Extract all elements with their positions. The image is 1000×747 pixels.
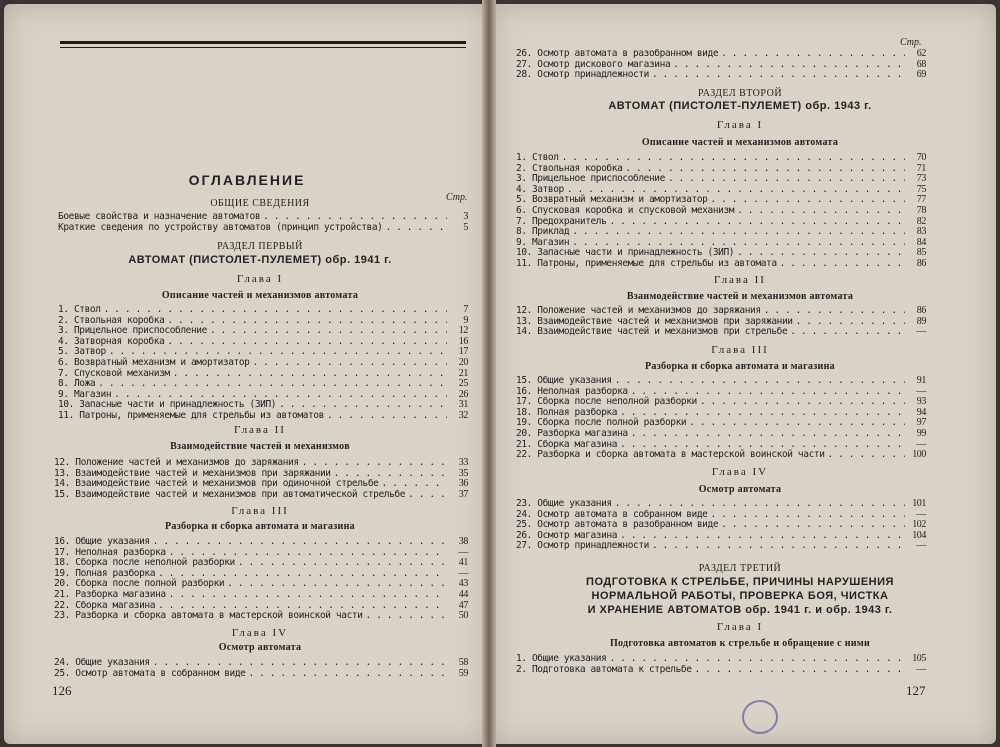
toc-entry-page: 82: [916, 215, 926, 227]
toc-entry: [54, 669, 468, 680]
toc-entry-page: 37: [458, 488, 468, 500]
toc-entry-page: 104: [912, 529, 926, 541]
toc-entry-page: 31: [458, 399, 468, 411]
part2-title: АВТОМАТ (ПИСТОЛЕТ-ПУЛЕМЕТ) обр. 1943 г.: [608, 100, 872, 112]
toc-entry-label: 7. Предохранитель: [516, 215, 607, 227]
leader-dots: [327, 411, 447, 422]
toc-entry-label: 1. Ствол: [58, 304, 101, 315]
p3-ch1-title: Подготовка автоматов к стрельбе и обращение с ними: [609, 638, 871, 649]
right-ch2-list: [516, 306, 926, 338]
toc-entry-label: 14. Взаимодействие частей и механизмов при одиночной стрельбе: [54, 478, 379, 490]
right-top-list: [516, 49, 926, 81]
left-ch2-label: Глава II: [234, 424, 286, 436]
right-ch4-list: [516, 499, 926, 552]
leader-dots: [210, 326, 447, 337]
leader-dots: [104, 305, 447, 316]
toc-entry-label: 11. Патроны, применяемые для стрельбы из автоматов: [58, 409, 324, 421]
page-column-label: Стр.: [446, 192, 468, 203]
leader-dots: [764, 306, 905, 317]
right-ch1-title: Описание частей и механизмов автомата: [641, 137, 839, 148]
leader-dots: [609, 654, 905, 665]
toc-entry: [516, 499, 926, 510]
toc-entry-label: 16. Неполная разборка: [516, 385, 628, 397]
leader-dots: [408, 490, 447, 501]
toc-entry: [54, 537, 468, 548]
leader-dots: [790, 327, 905, 338]
leader-dots: [249, 669, 447, 680]
toc-entry-label: 26. Осмотр магазина: [516, 529, 618, 541]
toc-entry-label: 19. Сборка после полной разборки: [516, 417, 687, 429]
leader-dots: [721, 49, 905, 60]
leader-dots: [562, 153, 905, 164]
toc-entry-label: 3. Прицельное приспособление: [516, 173, 665, 185]
toc-entry-label: 22. Разборка и сборка автомата в мастерской воинской части: [516, 449, 825, 461]
left-ch1-label: Глава I: [236, 273, 284, 285]
toc-entry-label: 4. Затвор: [516, 183, 564, 195]
left-ch1-title: Описание частей и механизмов автомата: [161, 290, 359, 301]
toc-entry: [58, 212, 468, 223]
toc-entry-label: 10. Запасные части и принадлежность (ЗИП): [516, 247, 735, 259]
toc-entry-label: 18. Сборка после неполной разборки: [54, 557, 235, 569]
toc-entry-label: 28. Осмотр принадлежности: [516, 69, 649, 81]
leader-dots: [721, 520, 905, 531]
toc-entry-label: 23. Общие указания: [516, 498, 612, 509]
toc-entry-page: —: [916, 508, 926, 520]
toc-entry-label: 2. Подготовка автомата к стрельбе: [516, 663, 692, 675]
toc-entry-page: 70: [916, 152, 926, 163]
toc-entry: [516, 654, 926, 665]
leader-dots: [253, 358, 447, 369]
leader-dots: [711, 510, 905, 521]
leader-dots: [167, 316, 447, 327]
p3-ch1-list: [516, 654, 926, 675]
toc-entry-label: 16. Общие указания: [54, 536, 150, 547]
toc-entry-page: 99: [916, 427, 926, 439]
toc-entry-label: 1. Общие указания: [516, 653, 607, 664]
toc-entry-label: 20. Сборка после полной разборки: [54, 578, 225, 590]
toc-entry-page: 9: [463, 314, 468, 326]
toc-entry-label: 27. Осмотр дискового магазина: [516, 58, 671, 70]
toc-entry-label: 15. Взаимодействие частей и механизмов при автоматической стрельбе: [54, 488, 406, 500]
part2-label: РАЗДЕЛ ВТОРОЙ: [697, 88, 783, 99]
part3-title-line-3: И ХРАНЕНИЕ АВТОМАТОВ обр. 1941 г. и обр. 1943 г.: [587, 604, 893, 616]
toc-entry-page: 3: [463, 211, 468, 222]
p3-ch1-label: Глава I: [716, 621, 764, 633]
toc-entry-label: 2. Ствольная коробка: [58, 314, 165, 326]
leader-dots: [167, 337, 447, 348]
toc-entry-label: 20. Разборка магазина: [516, 427, 628, 439]
left-page-number: 126: [52, 683, 72, 698]
toc-entry: [58, 369, 468, 380]
left-ch4-label: Глава IV: [231, 627, 289, 639]
part1-title: АВТОМАТ (ПИСТОЛЕТ-ПУЛЕМЕТ) обр. 1941 г.: [128, 254, 392, 266]
toc-entry: [516, 376, 926, 387]
toc-entry: [516, 429, 926, 440]
toc-entry-label: 22. Сборка магазина: [54, 599, 156, 611]
left-ch2-title: Взаимодействие частей и механизмов: [170, 441, 350, 452]
leader-dots: [238, 558, 447, 569]
toc-entry: [516, 49, 926, 60]
toc-entry-page: 85: [916, 247, 926, 259]
toc-entry-page: 94: [916, 406, 926, 418]
toc-entry: [516, 206, 926, 217]
toc-entry-label: 24. Общие указания: [54, 657, 150, 668]
toc-entry-label: 25. Осмотр автомата в разобранном виде: [516, 519, 719, 531]
toc-entry-page: 100: [912, 449, 926, 461]
toc-entry-page: 16: [458, 335, 468, 347]
toc-entry-page: 86: [916, 257, 926, 269]
toc-entry: [58, 337, 468, 348]
right-ch3-label: Глава III: [711, 344, 769, 356]
toc-entry-page: 33: [458, 457, 468, 468]
toc-entry-page: 97: [916, 417, 926, 429]
toc-entry-page: —: [916, 663, 926, 675]
toc-entry-page: —: [916, 438, 926, 450]
toc-entry-label: 12. Положение частей и механизмов до заряжания: [54, 457, 299, 468]
leader-dots: [620, 531, 905, 542]
toc-entry: [516, 259, 926, 270]
leader-dots: [366, 611, 447, 622]
part1-label: РАЗДЕЛ ПЕРВЫЙ: [217, 241, 303, 252]
toc-entry-page: 77: [916, 194, 926, 206]
left-ch3-title: Разборка и сборка автомата и магазина: [165, 521, 355, 532]
toc-entry-page: 12: [458, 325, 468, 337]
toc-entry-label: 8. Приклад: [516, 226, 570, 238]
toc-entry-page: 50: [458, 610, 468, 622]
right-page-column-label: Стр.: [900, 37, 922, 48]
toc-entry-page: 17: [458, 346, 468, 358]
toc-entry-label: 12. Положение частей и механизмов до заряжания: [516, 305, 761, 316]
toc-entry-page: 58: [458, 657, 468, 668]
toc-entry-page: 26: [458, 388, 468, 400]
general-list: [58, 212, 468, 233]
leader-dots: [668, 174, 905, 185]
left-ch3-label: Глава III: [231, 505, 289, 517]
leader-dots: [263, 212, 447, 223]
leader-dots: [609, 217, 905, 228]
part3-title-line-1: ПОДГОТОВКА К СТРЕЛЬБЕ, ПРИЧИНЫ НАРУШЕНИЯ: [586, 576, 894, 588]
leader-dots: [796, 317, 905, 328]
top-rule-thin: [60, 47, 466, 48]
toc-entry-page: —: [916, 326, 926, 338]
right-page: [492, 4, 996, 744]
toc-entry: [54, 611, 468, 622]
toc-entry-page: 68: [916, 58, 926, 70]
toc-entry-page: 20: [458, 356, 468, 368]
right-ch1-label: Глава I: [716, 119, 764, 131]
toc-entry: [54, 490, 468, 501]
toc-entry-label: 14. Взаимодействие частей и механизмов при стрельбе: [516, 326, 788, 338]
toc-entry-page: 59: [458, 667, 468, 679]
toc-entry-label: 5. Возвратный механизм и амортизатор: [516, 194, 708, 206]
toc-entry-page: 5: [463, 221, 468, 233]
leader-dots: [652, 541, 905, 552]
toc-entry-page: —: [458, 567, 468, 579]
toc-entry-label: 21. Разборка магазина: [54, 588, 166, 600]
toc-entry-page: 41: [458, 557, 468, 569]
toc-entry-label: Краткие сведения по устройству автоматов (принцип устройства): [58, 221, 383, 233]
toc-entry-page: 69: [916, 69, 926, 81]
toc-entry: [516, 327, 926, 338]
toc-entry-page: 101: [912, 498, 926, 509]
leader-dots: [302, 458, 447, 469]
toc-entry-label: 21. Сборка магазина: [516, 438, 618, 450]
toc-entry-page: 71: [916, 162, 926, 174]
leader-dots: [689, 418, 905, 429]
leader-dots: [673, 60, 905, 71]
leader-dots: [98, 379, 447, 390]
toc-entry-label: 8. Ложа: [58, 378, 96, 390]
toc-entry-page: 32: [458, 409, 468, 421]
toc-entry: [58, 379, 468, 390]
toc-entry-page: 78: [916, 204, 926, 216]
toc-entry-page: 62: [916, 48, 926, 59]
toc-entry-label: 3. Прицельное приспособление: [58, 325, 207, 337]
leader-dots: [828, 450, 905, 461]
toc-entry-label: 6. Спусковая коробка и спусковой механизм: [516, 204, 735, 216]
leader-dots: [173, 369, 447, 380]
toc-entry-page: —: [916, 385, 926, 397]
toc-entry: [54, 658, 468, 669]
toc-entry: [54, 458, 468, 469]
toc-entry-label: 19. Полная разборка: [54, 567, 156, 579]
left-ch3-list: [54, 537, 468, 622]
toc-entry-label: 26. Осмотр автомата в разобранном виде: [516, 48, 719, 59]
leader-dots: [780, 259, 905, 270]
top-rule: [60, 41, 466, 44]
right-ch1-list: [516, 153, 926, 270]
part3-title-line-2: НОРМАЛЬНОЙ РАБОТЫ, ПРОВЕРКА БОЯ, ЧИСТКА: [591, 590, 889, 602]
toc-entry-label: 5. Затвор: [58, 346, 106, 358]
right-ch2-title: Взаимодействие частей и механизмов автомата: [626, 291, 854, 302]
toc-title: ОГЛАВЛЕНИЕ: [188, 172, 306, 188]
leader-dots: [700, 397, 905, 408]
toc-entry: [516, 70, 926, 81]
leader-dots: [572, 227, 905, 238]
toc-entry-label: 27. Осмотр принадлежности: [516, 540, 649, 552]
toc-entry: [516, 174, 926, 185]
leader-dots: [169, 590, 447, 601]
toc-entry-page: 102: [912, 519, 926, 531]
toc-entry-page: 38: [458, 536, 468, 547]
general-heading: ОБЩИЕ СВЕДЕНИЯ: [210, 198, 310, 209]
leader-dots: [737, 206, 905, 217]
left-ch1-list: [58, 305, 468, 422]
toc-entry-label: 25. Осмотр автомата в собранном виде: [54, 667, 246, 679]
leader-dots: [615, 376, 905, 387]
toc-entry: [54, 590, 468, 601]
toc-entry-label: 4. Затворная коробка: [58, 335, 165, 347]
toc-entry-label: Боевые свойства и назначение автоматов: [58, 211, 261, 222]
library-stamp: [742, 700, 778, 734]
left-ch4-list: [54, 658, 468, 679]
leader-dots: [695, 665, 905, 676]
toc-entry-label: 6. Возвратный механизм и амортизатор: [58, 356, 250, 368]
toc-entry: [516, 450, 926, 461]
toc-entry-label: 11. Патроны, применяемые для стрельбы из автомата: [516, 257, 777, 269]
toc-entry-page: 43: [458, 578, 468, 590]
toc-entry: [58, 305, 468, 316]
leader-dots: [625, 164, 905, 175]
toc-entry: [516, 217, 926, 228]
leader-dots: [153, 537, 447, 548]
leader-dots: [153, 658, 447, 669]
toc-entry: [516, 541, 926, 552]
leader-dots: [227, 579, 447, 590]
toc-entry-label: 17. Сборка после неполной разборки: [516, 396, 697, 408]
toc-entry-label: 10. Запасные части и принадлежность (ЗИП): [58, 399, 277, 411]
right-ch4-title: Осмотр автомата: [698, 484, 782, 495]
left-ch2-list: [54, 458, 468, 500]
toc-entry-label: 1. Ствол: [516, 152, 559, 163]
toc-entry-label: 15. Общие указания: [516, 375, 612, 386]
toc-entry: [58, 223, 468, 234]
toc-entry-page: 83: [916, 226, 926, 238]
toc-entry-label: 9. Магазин: [58, 388, 112, 400]
toc-entry-page: 47: [458, 599, 468, 611]
leader-dots: [386, 223, 448, 234]
toc-entry-label: 9. Магазин: [516, 236, 570, 248]
leader-dots: [652, 70, 905, 81]
part3-label: РАЗДЕЛ ТРЕТИЙ: [698, 563, 782, 574]
toc-entry-page: 93: [916, 396, 926, 408]
toc-entry-page: 105: [912, 653, 926, 664]
toc-entry: [516, 665, 926, 676]
toc-entry-page: 75: [916, 183, 926, 195]
toc-entry: [516, 306, 926, 317]
toc-entry-page: 89: [916, 315, 926, 327]
toc-entry-label: 13. Взаимодействие частей и механизмов при заряжании: [516, 315, 793, 327]
toc-entry: [516, 227, 926, 238]
toc-entry-label: 2. Ствольная коробка: [516, 162, 623, 174]
toc-entry-label: 17. Неполная разборка: [54, 546, 166, 558]
toc-entry-label: 24. Осмотр автомата в собранном виде: [516, 508, 708, 520]
leader-dots: [631, 429, 905, 440]
right-ch4-label: Глава IV: [711, 466, 769, 478]
toc-entry-page: —: [458, 546, 468, 558]
toc-entry-page: 84: [916, 236, 926, 248]
toc-entry-page: 86: [916, 305, 926, 316]
toc-entry: [58, 411, 468, 422]
toc-entry-label: 13. Взаимодействие частей и механизмов при заряжании: [54, 467, 331, 479]
toc-entry-label: 18. Полная разборка: [516, 406, 618, 418]
toc-entry: [516, 153, 926, 164]
right-page-number: 127: [906, 683, 926, 698]
toc-entry-page: 36: [458, 478, 468, 490]
right-ch3-list: [516, 376, 926, 461]
toc-entry-label: 7. Спусковой механизм: [58, 367, 170, 379]
toc-entry-page: 21: [458, 367, 468, 379]
left-ch4-title: Осмотр автомата: [218, 642, 302, 653]
toc-entry-page: —: [916, 540, 926, 552]
toc-entry-label: 23. Разборка и сборка автомата в мастерской воинской части: [54, 610, 363, 622]
toc-entry-page: 91: [916, 375, 926, 386]
leader-dots: [711, 195, 905, 206]
leader-dots: [615, 499, 905, 510]
toc-entry-page: 7: [463, 304, 468, 315]
toc-entry-page: 73: [916, 173, 926, 185]
right-ch3-title: Разборка и сборка автомата и магазина: [645, 361, 835, 372]
toc-entry-page: 35: [458, 467, 468, 479]
toc-entry-page: 44: [458, 588, 468, 600]
toc-entry: [58, 358, 468, 369]
toc-entry-page: 25: [458, 378, 468, 390]
right-ch2-label: Глава II: [714, 274, 766, 286]
